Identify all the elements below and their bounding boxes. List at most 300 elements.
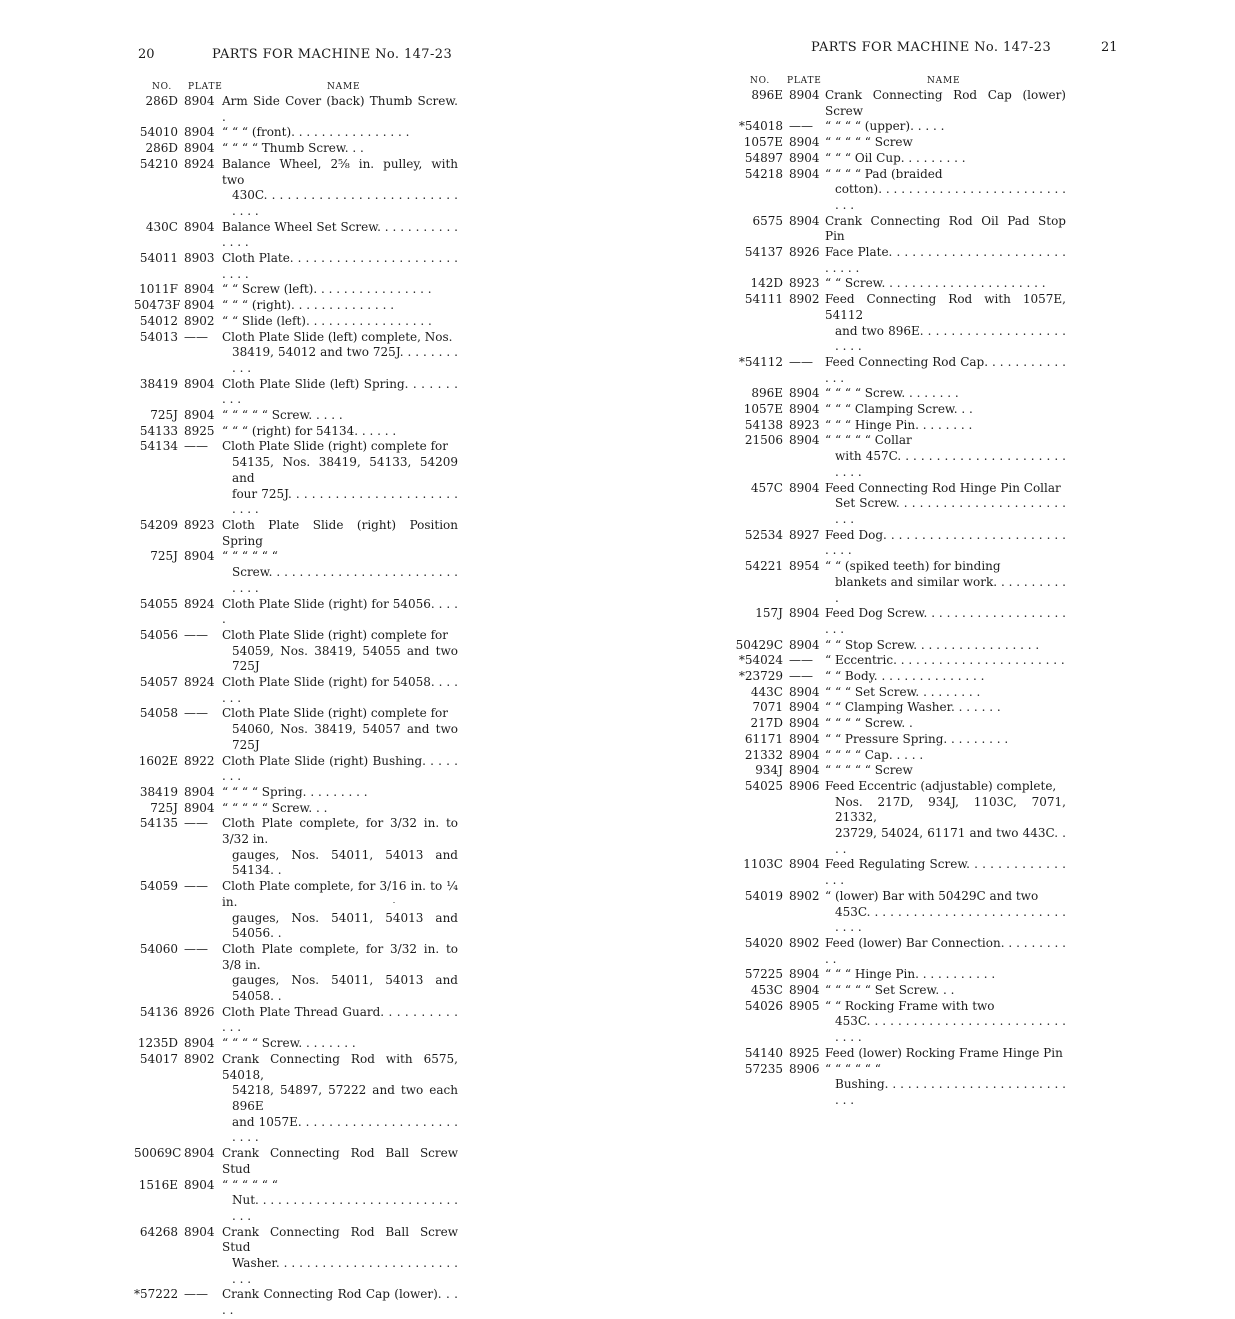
part-number: 443C: [750, 684, 783, 699]
part-name: [218, 1178, 458, 1225]
plate-number: 8904: [789, 637, 820, 652]
part-name-line: 23729, 54024, 61171 and two 443C. . . .: [835, 826, 1066, 856]
part-name-line: Crank Connecting Rod Cap (lower) Screw: [825, 88, 1066, 118]
plate-number: 8904: [789, 857, 820, 872]
part-name: [218, 597, 458, 628]
part-number: 725J: [150, 408, 178, 423]
part-number: 54026: [744, 998, 783, 1013]
table-row: [733, 88, 1078, 119]
table-row: [134, 1146, 474, 1177]
part-name-line: “ “ “ “ Screw. .: [825, 716, 913, 731]
plate-number: ——: [184, 816, 208, 831]
table-row: [134, 1052, 474, 1146]
part-name: [218, 424, 458, 440]
table-row: [134, 518, 474, 549]
table-row: [733, 732, 1078, 748]
part-name: [821, 685, 1066, 701]
plate-number: 8904: [789, 88, 820, 102]
left-page: [0, 0, 617, 1318]
plate-number: 8925: [789, 1045, 820, 1060]
plate-number: 8904: [184, 219, 215, 234]
part-number: 54137: [744, 245, 783, 260]
table-row: [134, 377, 474, 408]
page-title: PARTS FOR MACHINE No. 147-23: [811, 40, 1052, 55]
part-number: 54133: [139, 423, 178, 438]
part-name: [821, 135, 1066, 151]
part-name: [821, 402, 1066, 418]
part-name-line: 453C. . . . . . . . . . . . . . . . . . . . . . . . . . . . . .: [835, 904, 1066, 935]
part-name-line: “ “ “ (front). . . . . . . . . . . . . . . .: [222, 125, 410, 140]
part-name: [821, 88, 1066, 119]
part-name-line: Balance Wheel Set Screw. . . . . . . . . . . . . . .: [222, 219, 458, 250]
part-number: 54140: [744, 1045, 783, 1060]
part-name-line: “ “ “ “ “ Screw: [825, 763, 913, 778]
part-name: [218, 220, 458, 251]
part-name-line: and two 896E. . . . . . . . . . . . . . . . . . . . . . .: [835, 323, 1066, 354]
table-row: [733, 481, 1078, 528]
right-page: [617, 0, 1235, 1107]
part-number: 1602E: [138, 753, 178, 768]
part-number: 1011F: [139, 282, 178, 297]
table-row: [134, 597, 474, 628]
table-row: [134, 220, 474, 251]
part-number: 1057E: [743, 402, 783, 417]
part-name: [218, 549, 458, 596]
plate-number: 8904: [789, 983, 820, 998]
part-number: 934J: [755, 763, 783, 778]
table-row: [134, 675, 474, 706]
part-name-line: Cloth Plate Slide (right) complete for: [222, 439, 448, 454]
plate-number: 8926: [184, 1004, 215, 1019]
part-number: 54138: [744, 417, 783, 432]
plate-number: 8904: [184, 1224, 215, 1239]
part-name-line: “ “ “ “ Thumb Screw. . .: [222, 141, 364, 156]
plate-number: 8902: [789, 292, 820, 307]
plate-number: 8903: [184, 251, 215, 266]
part-name-line: “ “ “ Oil Cup. . . . . . . . .: [825, 150, 966, 165]
part-name-line: and 1057E. . . . . . . . . . . . . . . . . . . . . . . . .: [232, 1114, 458, 1145]
part-name-line: Feed Eccentric (adjustable) complete,: [825, 778, 1057, 793]
part-name: [218, 157, 458, 220]
part-number: 50429C: [735, 637, 783, 652]
part-name: [821, 386, 1066, 402]
part-name-line: “ Eccentric. . . . . . . . . . . . . . . . . . . . . . .: [825, 653, 1065, 668]
part-name: [821, 889, 1066, 936]
plate-number: 8923: [789, 276, 820, 291]
part-name: [218, 408, 458, 424]
plate-number: 8905: [789, 998, 820, 1013]
table-row: [733, 167, 1078, 214]
plate-number: 8924: [184, 156, 215, 171]
plate-number: 8926: [789, 245, 820, 260]
scan-mark: [393, 902, 395, 903]
part-name: [821, 983, 1066, 999]
part-name-line: Screw. . . . . . . . . . . . . . . . . . . . . . . . . . . . .: [232, 565, 458, 595]
table-row: [733, 433, 1078, 480]
part-name-line: 54135, Nos. 38419, 54133, 54209 and: [232, 455, 458, 485]
part-name: [218, 282, 458, 298]
column-header-plate: PLATE: [188, 82, 223, 92]
table-row: [134, 330, 474, 377]
part-name-line: Cloth Plate complete, for 3/32 in. to 3/32 in.: [222, 816, 458, 847]
part-name-line: “ “ “ “ Spring. . . . . . . . .: [222, 784, 368, 799]
part-name-line: 54060, Nos. 38419, 54057 and two 725J: [232, 722, 458, 752]
part-name-line: Cloth Plate Thread Guard. . . . . . . . . . . . .: [222, 1004, 458, 1035]
part-name: [218, 628, 458, 675]
part-name: [218, 439, 458, 518]
table-row: [134, 785, 474, 801]
plate-number: 8904: [184, 1146, 215, 1161]
page-title: PARTS FOR MACHINE No. 147-23: [212, 47, 453, 62]
part-name: [821, 433, 1066, 480]
part-name: [218, 942, 458, 1005]
part-name: [821, 779, 1066, 858]
table-row: [134, 94, 474, 125]
table-row: [134, 816, 474, 879]
part-name-line: Cloth Plate Slide (left) complete, Nos.: [222, 329, 453, 344]
part-name-line: “ “ Clamping Washer. . . . . . .: [825, 700, 1001, 715]
part-name-line: “ “ Rocking Frame with two: [825, 998, 995, 1013]
part-name-line: Crank Connecting Rod with 6575, 54018,: [222, 1051, 458, 1082]
plate-number: 8904: [184, 125, 215, 140]
part-name-line: “ “ “ “ “ Screw: [825, 135, 913, 150]
part-name-line: Feed (lower) Rocking Frame Hinge Pin: [825, 1045, 1063, 1060]
part-name-line: “ “ “ “ Screw. . . . . . . .: [222, 1036, 356, 1051]
table-row: [733, 606, 1078, 637]
part-name: [821, 732, 1066, 748]
table-row: [134, 628, 474, 675]
plate-number: 8904: [789, 731, 820, 746]
part-number: 54135: [139, 816, 178, 831]
table-row: [733, 119, 1078, 135]
part-name: [821, 763, 1066, 779]
part-name-line: 54218, 54897, 57222 and two each 896E: [232, 1083, 458, 1113]
plate-number: 8904: [789, 684, 820, 699]
part-name-line: Feed Connecting Rod Cap. . . . . . . . . . . . . .: [825, 354, 1066, 385]
table-row: [733, 748, 1078, 764]
part-number: 54221: [744, 559, 783, 574]
part-name: [821, 481, 1066, 528]
part-name-line: blankets and similar work. . . . . . . . . . .: [835, 574, 1066, 605]
column-header-plate: PLATE: [787, 76, 822, 86]
table-row: [733, 716, 1078, 732]
part-name: [821, 606, 1066, 637]
part-name-line: Cloth Plate complete, for 3/32 in. to 3/8 in.: [222, 941, 458, 972]
plate-number: 8925: [184, 423, 215, 438]
column-header-name: NAME: [927, 76, 961, 86]
part-name: [218, 754, 458, 785]
part-name-line: Crank Connecting Rod Oil Pad Stop Pin: [825, 213, 1066, 244]
part-number: 142D: [750, 276, 783, 291]
table-row: [134, 549, 474, 596]
part-name-line: gauges, Nos. 54011, 54013 and 54058. .: [232, 973, 458, 1004]
table-row: [134, 1036, 474, 1052]
plate-number: 8954: [789, 559, 820, 574]
part-name-line: “ “ “ “ “ Collar: [825, 433, 912, 448]
table-row: [134, 125, 474, 141]
part-name: [218, 330, 458, 377]
part-name-line: Cloth Plate. . . . . . . . . . . . . . . . . . . . . . . . . .: [222, 251, 458, 281]
table-row: [733, 889, 1078, 936]
part-name-line: Cloth Plate Slide (right) complete for: [222, 706, 448, 721]
part-name-line: Washer. . . . . . . . . . . . . . . . . . . . . . . . . . .: [232, 1256, 458, 1286]
table-row: [134, 439, 474, 518]
table-row: [134, 408, 474, 424]
plate-number: 8904: [184, 376, 215, 391]
part-name: [218, 1036, 458, 1052]
plate-number: 8904: [789, 716, 820, 731]
part-name: [218, 816, 458, 879]
plate-number: ——: [789, 119, 813, 134]
part-name-line: 54059, Nos. 38419, 54055 and two 725J: [232, 643, 458, 674]
part-name-line: “ “ “ Hinge Pin. . . . . . . .: [825, 417, 973, 432]
plate-number: 8923: [184, 517, 215, 532]
part-number: 457C: [750, 480, 783, 495]
part-name-line: Nut. . . . . . . . . . . . . . . . . . . . . . . . . . . . . .: [232, 1193, 458, 1223]
part-name-line: Crank Connecting Rod Cap (lower). . . . .: [222, 1287, 458, 1318]
column-header-no: NO.: [152, 82, 172, 92]
table-row: [733, 857, 1078, 888]
table-row: [733, 559, 1078, 606]
plate-number: 8904: [789, 480, 820, 495]
part-name: [218, 251, 458, 282]
table-row: [733, 276, 1078, 292]
part-name: [218, 1146, 458, 1177]
part-name-line: Bushing. . . . . . . . . . . . . . . . . . . . . . . . . . .: [835, 1077, 1066, 1107]
part-name-line: “ “ Screw. . . . . . . . . . . . . . . . . . . . . .: [825, 276, 1046, 291]
table-row: [733, 292, 1078, 355]
table-row: [733, 1062, 1078, 1109]
plate-number: 8904: [184, 298, 215, 313]
part-name: [218, 141, 458, 157]
part-name: [218, 298, 458, 314]
plate-number: 8906: [789, 778, 820, 793]
plate-number: 8927: [789, 527, 820, 542]
table-row: [134, 251, 474, 282]
plate-number: 8904: [184, 549, 215, 564]
part-name-line: Cloth Plate Slide (right) Position Spring: [222, 517, 458, 548]
part-name-line: Nos. 217D, 934J, 1103C, 7071, 21332,: [835, 794, 1066, 825]
table-row: [733, 214, 1078, 245]
part-name-line: Face Plate. . . . . . . . . . . . . . . . . . . . . . . . . . . .: [825, 245, 1066, 275]
plate-number: ——: [184, 627, 208, 642]
part-number: *23729: [738, 669, 783, 684]
part-name: [218, 314, 458, 330]
parts-list: [733, 88, 1078, 1109]
part-name-line: “ “ “ “ “ Set Screw. . .: [825, 983, 955, 998]
part-name: [218, 518, 458, 549]
part-name: [218, 1005, 458, 1036]
part-name-line: “ “ Pressure Spring. . . . . . . . .: [825, 731, 1009, 746]
table-row: [733, 402, 1078, 418]
part-name: [821, 669, 1066, 685]
plate-number: 8902: [184, 313, 215, 328]
part-number: 54025: [744, 778, 783, 793]
part-name-line: Feed Dog. . . . . . . . . . . . . . . . . . . . . . . . . . . .: [825, 527, 1066, 558]
part-name-line: Feed Dog Screw. . . . . . . . . . . . . . . . . . . . . .: [825, 606, 1066, 636]
plate-number: 8904: [184, 1177, 215, 1192]
part-name-line: “ “ “ “ “ “: [825, 1061, 881, 1076]
table-row: [134, 314, 474, 330]
table-row: [733, 1046, 1078, 1062]
plate-number: 8923: [789, 417, 820, 432]
part-number: 54210: [139, 156, 178, 171]
part-number: 54011: [139, 251, 178, 266]
part-number: 21506: [744, 433, 783, 448]
part-name-line: “ “ “ “ “ “: [222, 1177, 278, 1192]
plate-number: 8904: [789, 606, 820, 621]
part-name-line: Cloth Plate Slide (left) Spring. . . . . . . . . .: [222, 376, 458, 407]
part-number: 725J: [150, 549, 178, 564]
table-row: [733, 685, 1078, 701]
part-name-line: “ “ “ “ (upper). . . . .: [825, 119, 945, 134]
plate-number: 8904: [184, 784, 215, 799]
plate-number: ——: [184, 439, 208, 454]
table-row: [134, 1287, 474, 1318]
part-name-line: Feed Regulating Screw. . . . . . . . . . . . . . . .: [825, 857, 1066, 888]
part-name-line: Set Screw. . . . . . . . . . . . . . . . . . . . . . . . .: [835, 496, 1066, 526]
part-number: 52534: [744, 527, 783, 542]
table-row: [134, 157, 474, 220]
table-row: [134, 1005, 474, 1036]
part-name-line: gauges, Nos. 54011, 54013 and 54134. .: [232, 847, 458, 878]
part-name: [821, 355, 1066, 386]
part-number: 54013: [139, 329, 178, 344]
part-name-line: Balance Wheel, 2⅝ in. pulley, with two: [222, 156, 458, 187]
part-number: 54060: [139, 941, 178, 956]
plate-number: 8904: [789, 700, 820, 715]
part-number: 54057: [139, 675, 178, 690]
table-row: [733, 528, 1078, 559]
table-row: [134, 282, 474, 298]
part-name: [821, 292, 1066, 355]
part-number: 54218: [744, 166, 783, 181]
plate-number: ——: [184, 329, 208, 344]
plate-number: 8904: [184, 408, 215, 423]
part-name-line: four 725J. . . . . . . . . . . . . . . . . . . . . . . . . .: [232, 486, 458, 517]
plate-number: 8904: [184, 800, 215, 815]
part-name-line: Cloth Plate Slide (right) for 54058. . . . . . .: [222, 675, 458, 705]
part-name-line: “ “ “ “ “ Screw. . . . .: [222, 408, 343, 423]
part-name-line: 430C. . . . . . . . . . . . . . . . . . . . . . . . . . . . .: [232, 188, 458, 218]
part-number: 7071: [752, 700, 783, 715]
plate-number: 8904: [789, 135, 820, 150]
part-number: 64268: [139, 1224, 178, 1239]
part-number: 21332: [744, 747, 783, 762]
plate-number: 8904: [184, 141, 215, 156]
plate-number: 8902: [789, 935, 820, 950]
part-name-line: Cloth Plate complete, for 3/16 in. to ¼ in.: [222, 879, 458, 909]
table-row: [134, 706, 474, 753]
plate-number: ——: [789, 669, 813, 684]
table-row: [733, 386, 1078, 402]
part-name-line: 453C. . . . . . . . . . . . . . . . . . . . . . . . . . . . . .: [835, 1014, 1066, 1045]
table-row: [733, 983, 1078, 999]
part-number: *57222: [134, 1287, 179, 1302]
part-number: 217D: [750, 716, 783, 731]
part-name-line: “ “ “ “ Pad (braided: [825, 166, 943, 181]
part-number: 54111: [744, 292, 783, 307]
plate-number: 8904: [789, 166, 820, 181]
plate-number: 8906: [789, 1061, 820, 1076]
table-row: [733, 763, 1078, 779]
part-name: [821, 936, 1066, 967]
part-name: [821, 999, 1066, 1046]
part-number: 286D: [145, 141, 178, 156]
table-row: [733, 700, 1078, 716]
part-name: [218, 94, 458, 125]
part-name-line: Feed Connecting Rod with 1057E, 54112: [825, 292, 1066, 322]
plate-number: 8904: [789, 213, 820, 228]
plate-number: 8902: [789, 888, 820, 903]
part-name-line: “ “ Screw (left). . . . . . . . . . . . . . . .: [222, 282, 432, 297]
part-number: 38419: [139, 376, 178, 391]
column-header-no: NO.: [750, 76, 770, 86]
table-row: [134, 942, 474, 1005]
part-number: 54055: [139, 596, 178, 611]
part-number: 430C: [145, 219, 178, 234]
part-name-line: Arm Side Cover (back) Thumb Screw. .: [222, 94, 458, 124]
part-name-line: Crank Connecting Rod Ball Screw Stud: [222, 1224, 458, 1255]
part-name-line: cotton). . . . . . . . . . . . . . . . . . . . . . . . . . . .: [835, 182, 1066, 212]
table-row: [134, 1225, 474, 1288]
part-name-line: “ “ “ “ Cap. . . . .: [825, 747, 924, 762]
part-number: 1057E: [743, 135, 783, 150]
part-number: 54012: [139, 313, 178, 328]
part-name-line: “ “ “ “ Screw. . . . . . . .: [825, 386, 959, 401]
part-name-line: Cloth Plate Slide (right) Bushing. . . . . . . .: [222, 753, 458, 784]
plate-number: ——: [184, 879, 208, 894]
part-number: 725J: [150, 800, 178, 815]
part-name: [821, 167, 1066, 214]
plate-number: 8904: [789, 402, 820, 417]
part-name: [821, 748, 1066, 764]
part-number: *54024: [738, 653, 783, 668]
part-name: [218, 1225, 458, 1288]
table-row: [733, 245, 1078, 276]
table-row: [134, 879, 474, 942]
part-number: *54112: [738, 354, 783, 369]
part-name: [218, 125, 458, 141]
part-name: [821, 638, 1066, 654]
part-number: 286D: [145, 94, 178, 108]
part-name: [821, 559, 1066, 606]
part-name-line: 38419, 54012 and two 725J. . . . . . . . . . .: [232, 345, 458, 375]
part-name: [218, 785, 458, 801]
part-number: 157J: [755, 606, 783, 621]
plate-number: 8904: [789, 150, 820, 165]
plate-number: 8904: [789, 386, 820, 401]
part-name: [821, 151, 1066, 167]
part-name: [218, 706, 458, 753]
part-number: 57235: [744, 1061, 783, 1076]
part-name-line: “ “ (spiked teeth) for binding: [825, 559, 1001, 574]
plate-number: 8904: [789, 433, 820, 448]
part-number: 896E: [751, 386, 783, 401]
part-name: [821, 1062, 1066, 1109]
plate-number: ——: [184, 1287, 208, 1302]
part-number: 54058: [139, 706, 178, 721]
plate-number: 8904: [789, 967, 820, 982]
parts-list: [134, 94, 474, 1319]
part-name: [821, 1046, 1066, 1062]
part-number: 54209: [139, 517, 178, 532]
table-row: [733, 967, 1078, 983]
column-header-name: NAME: [327, 82, 361, 92]
part-name: [218, 801, 458, 817]
part-number: 54059: [139, 879, 178, 894]
part-name: [821, 119, 1066, 135]
